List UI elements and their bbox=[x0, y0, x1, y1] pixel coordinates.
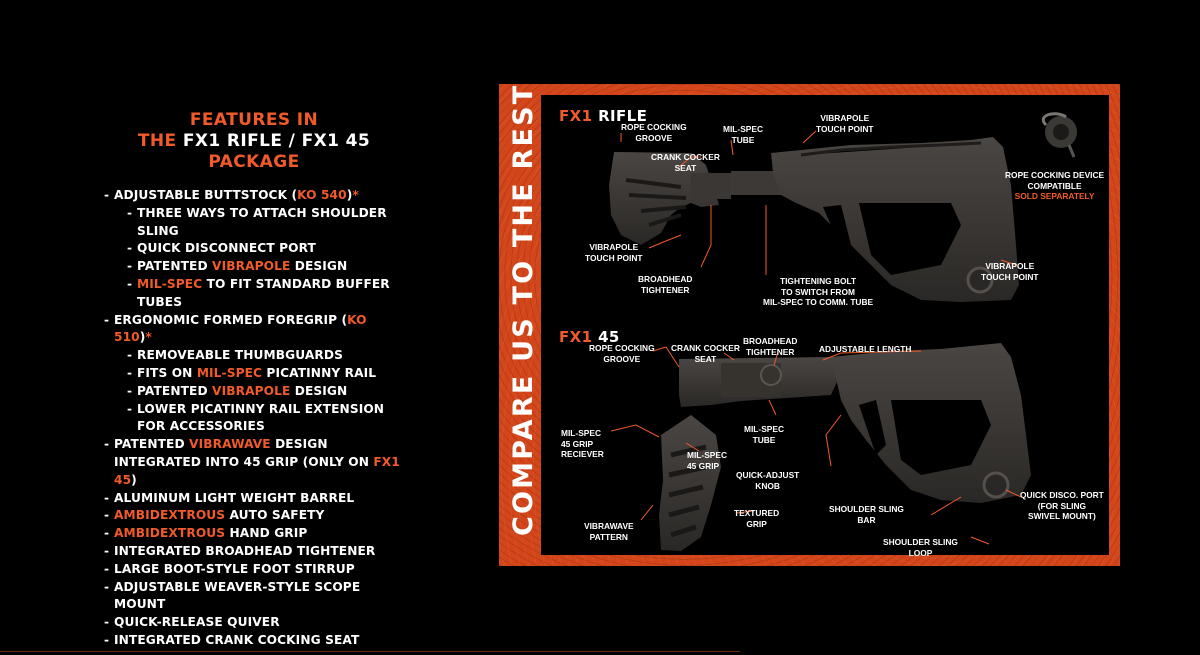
feature-text: ALUMINUM LIGHT WEIGHT BARREL bbox=[114, 490, 355, 505]
rifle-title-model: RIFLE bbox=[598, 107, 648, 125]
feature-text: PATENTED bbox=[114, 437, 190, 452]
rifle-title-brand: FX1 bbox=[559, 107, 593, 125]
callout-45-mil-spec-tube: MIL-SPEC TUBE bbox=[744, 424, 785, 445]
feature-highlight: FX1 45 bbox=[114, 454, 400, 487]
feature-subitem bbox=[127, 365, 404, 383]
callout-45-mil-spec-grip: MIL-SPEC 45 GRIP bbox=[687, 450, 728, 471]
feature-subitem bbox=[127, 347, 404, 365]
features-heading bbox=[104, 110, 404, 173]
feature-item bbox=[104, 312, 404, 348]
feature-highlight: AMBIDEXTROUS bbox=[114, 508, 226, 523]
feature-text: TO FIT STANDARD BUFFER TUBES bbox=[137, 276, 390, 309]
compare-side-banner bbox=[503, 84, 539, 566]
feature-text: REMOVEABLE THUMBGUARDS bbox=[137, 348, 343, 363]
feature-text: LOWER PICATINNY RAIL EXTENSION FOR ACCESSORIES bbox=[137, 401, 385, 434]
fx45-title-brand: FX1 bbox=[559, 328, 593, 346]
feature-text: ADJUSTABLE BUTTSTOCK ( bbox=[114, 188, 298, 202]
callout-45-shoulder-sling-bar: SHOULDER SLING BAR bbox=[829, 504, 904, 525]
callout-45-shoulder-sling-loop: SHOULDER SLING LOOP bbox=[883, 537, 958, 558]
feature-text: DESIGN INTEGRATED INTO 45 GRIP (ONLY ON bbox=[114, 437, 374, 469]
feature-highlight: KO 540 bbox=[297, 188, 347, 202]
callout-45-vibrawave-pattern: VIBRAWAVE PATTERN bbox=[584, 521, 634, 542]
compare-panel bbox=[499, 84, 1120, 566]
feature-highlight: * bbox=[352, 188, 359, 202]
callout-45-adjustable-length: ADJUSTABLE LENGTH bbox=[819, 344, 912, 354]
callout-vibrapole-touch-point-top: VIBRAPOLE TOUCH POINT bbox=[816, 113, 874, 134]
feature-highlight: VIBRAWAVE bbox=[189, 437, 271, 452]
callout-45-crank-cocker-seat: CRANK COCKER SEAT bbox=[671, 343, 740, 364]
compare-panel-content bbox=[541, 95, 1109, 558]
feature-list bbox=[104, 187, 404, 650]
feature-text: AUTO SAFETY bbox=[225, 508, 325, 523]
feature-text: HAND GRIP bbox=[225, 526, 308, 541]
feature-item bbox=[104, 614, 404, 632]
feature-highlight: MIL-SPEC bbox=[137, 276, 203, 291]
feature-subitem bbox=[127, 276, 404, 312]
feature-subitem bbox=[127, 240, 404, 258]
feature-highlight: VIBRAPOLE bbox=[212, 259, 291, 274]
feature-item bbox=[104, 543, 404, 561]
bottom-divider bbox=[0, 651, 740, 652]
feature-subitem bbox=[127, 383, 404, 401]
feature-item bbox=[104, 507, 404, 525]
feature-text: PATENTED bbox=[137, 259, 213, 274]
side-banner-svg bbox=[503, 84, 539, 566]
feature-text: LARGE BOOT-STYLE FOOT STIRRUP bbox=[114, 561, 355, 576]
feature-item bbox=[104, 187, 404, 205]
feature-text: ERGONOMIC FORMED FOREGRIP ( bbox=[114, 312, 348, 327]
feature-text: QUICK-RELEASE QUIVER bbox=[114, 615, 280, 630]
callout-mil-spec-tube: MIL-SPEC TUBE bbox=[723, 124, 764, 145]
rope-device-line-1: ROPE COCKING DEVICE bbox=[1005, 170, 1105, 180]
rope-device-line-2: COMPATIBLE bbox=[1027, 180, 1082, 191]
product-diagrams bbox=[541, 95, 1108, 555]
features-section bbox=[104, 110, 404, 650]
feature-highlight: VIBRAPOLE bbox=[212, 383, 291, 398]
feature-text: ADJUSTABLE WEAVER-STYLE SCOPE MOUNT bbox=[114, 579, 361, 612]
callout-45-broadhead-tightener: BROADHEAD TIGHTENER bbox=[743, 336, 798, 357]
callout-45-grip-receiver: MIL-SPEC 45 GRIP RECIEVER bbox=[561, 428, 604, 460]
feature-text: DESIGN bbox=[290, 383, 348, 398]
feature-highlight: KO 510 bbox=[114, 312, 367, 345]
feature-subitem bbox=[127, 258, 404, 276]
callout-45-textured-grip: TEXTURED GRIP bbox=[734, 508, 780, 529]
feature-subitem bbox=[127, 401, 404, 437]
callout-vibrapole-touch-point-left: VIBRAPOLE TOUCH POINT bbox=[585, 242, 643, 263]
feature-item bbox=[104, 561, 404, 579]
callout-45-rope-cocking-groove: ROPE COCKING GROOVE bbox=[589, 343, 655, 364]
feature-text: ) bbox=[346, 188, 353, 202]
heading-line-2 bbox=[104, 131, 404, 173]
feature-text: DESIGN bbox=[290, 259, 348, 274]
callout-45-quick-disco-port: QUICK DISCO. PORT (FOR SLING SWIVEL MOUNT) bbox=[1020, 490, 1104, 522]
feature-highlight: MIL-SPEC bbox=[196, 365, 263, 380]
feature-text: PATENTED bbox=[137, 383, 213, 398]
feature-text: INTEGRATED CRANK COCKING SEAT bbox=[114, 632, 360, 647]
feature-highlight: AMBIDEXTROUS bbox=[114, 526, 226, 541]
callout-45-quick-adjust-knob: QUICK-ADJUST KNOB bbox=[736, 470, 800, 491]
rope-cocking-device-image bbox=[1043, 114, 1077, 157]
feature-text: ) bbox=[139, 330, 146, 345]
feature-item bbox=[104, 525, 404, 543]
feature-item bbox=[104, 579, 404, 615]
heading-line-1: FEATURES IN bbox=[189, 110, 319, 130]
feature-text: INTEGRATED BROADHEAD TIGHTENER bbox=[114, 543, 376, 558]
callout-broadhead-tightener: BROADHEAD TIGHTENER bbox=[638, 274, 693, 295]
callout-rope-cocking-device bbox=[1005, 170, 1104, 202]
feature-text: FITS ON bbox=[137, 365, 197, 380]
heading-models: FX1 RIFLE / FX1 45 bbox=[182, 131, 371, 151]
callout-vibrapole-touch-point-right: VIBRAPOLE TOUCH POINT bbox=[981, 261, 1039, 282]
rope-device-sold-separately: SOLD SEPARATELY bbox=[1014, 191, 1095, 202]
feature-item bbox=[104, 632, 404, 650]
feature-text: ) bbox=[131, 472, 137, 487]
callout-crank-cocker-seat: CRANK COCKER SEAT bbox=[651, 152, 720, 173]
fx45-title-model: 45 bbox=[598, 328, 620, 346]
feature-text: THREE WAYS TO ATTACH SHOULDER SLING bbox=[137, 205, 387, 238]
heading-the: THE bbox=[137, 131, 177, 151]
feature-text: QUICK DISCONNECT PORT bbox=[137, 241, 316, 256]
callout-rope-cocking-groove: ROPE COCKING GROOVE bbox=[621, 122, 687, 143]
compare-side-text: COMPARE US TO THE REST bbox=[508, 84, 539, 536]
callout-tightening-bolt: TIGHTENING BOLT TO SWITCH FROM MIL-SPEC TO COMM. TUBE bbox=[763, 276, 874, 308]
feature-subitem bbox=[127, 205, 404, 241]
feature-item bbox=[104, 490, 404, 508]
feature-highlight: * bbox=[145, 330, 152, 345]
feature-text: PICATINNY RAIL bbox=[262, 365, 377, 380]
feature-item bbox=[104, 436, 404, 489]
heading-package: PACKAGE bbox=[208, 152, 300, 172]
